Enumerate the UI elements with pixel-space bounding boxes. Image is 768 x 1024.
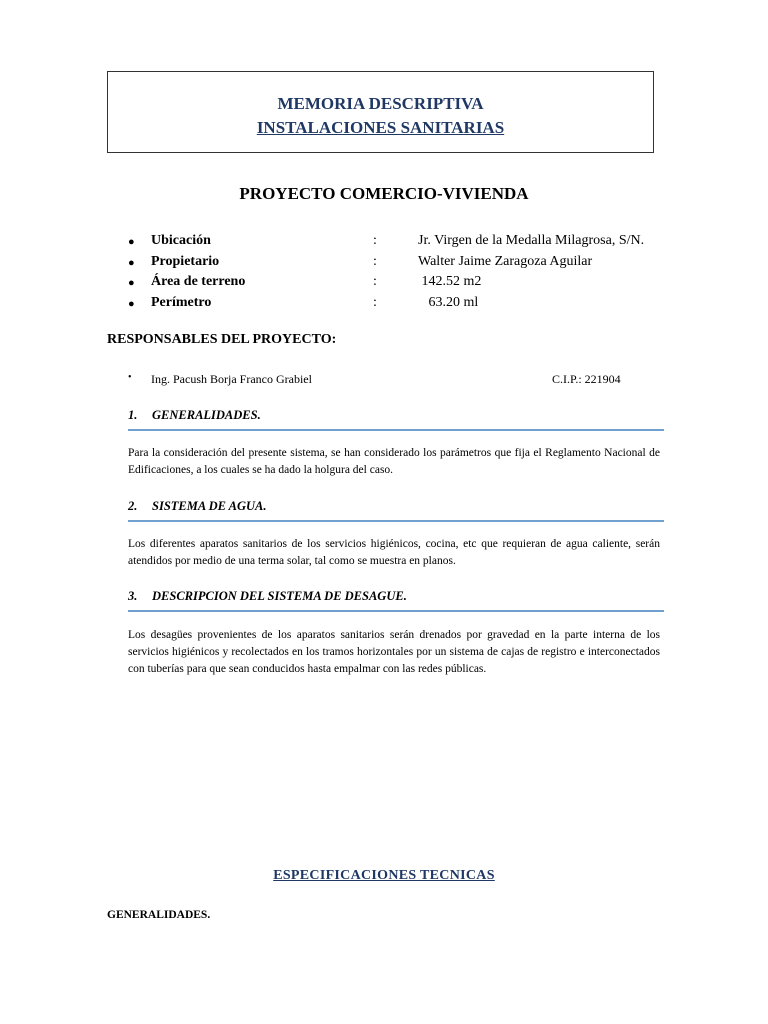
info-label: Área de terreno	[151, 274, 246, 289]
section-number: 1.	[128, 408, 138, 422]
section-title: SISTEMA DE AGUA.	[152, 499, 267, 513]
info-colon: :	[373, 274, 377, 289]
project-title: PROYECTO COMERCIO-VIVIENDA	[239, 184, 529, 203]
bullet-icon: ●	[128, 236, 135, 248]
info-item-ubicacion	[128, 232, 688, 253]
info-value: 63.20 ml	[418, 294, 479, 310]
bullet-icon: ●	[128, 277, 135, 289]
info-label: Propietario	[151, 253, 220, 269]
section-text-generalidades: Para la consideración del presente sistema, se han considerado los parámetros que fija el Reglamento Nacional de Edificaciones, a los cuales se ha dado la holgura del caso.	[128, 447, 660, 476]
info-item-propietario	[128, 253, 688, 274]
section-number: 3.	[128, 589, 138, 603]
spec-generalidades-heading: GENERALIDADES.	[107, 909, 211, 921]
bullet-icon: •	[128, 372, 132, 383]
bullet-icon: ●	[128, 256, 135, 269]
responsable-cip: C.I.P.: 221904	[552, 372, 621, 386]
info-value: 142.52 m2	[418, 274, 482, 289]
section-title: DESCRIPCION DEL SISTEMA DE DESAGUE.	[152, 589, 407, 603]
bullet-icon: ●	[128, 297, 135, 310]
section-text-sistema-agua: Los diferentes aparatos sanitarios de los servicios higiénicos, cocina, etc que requieran de agua caliente, serán atendidos por medio de una terma solar, tal como se muestra en planos.	[128, 538, 660, 567]
info-value: Jr. Virgen de la Medalla Milagrosa, S/N.	[418, 233, 645, 248]
section-heading-desague	[128, 589, 664, 612]
responsables-heading: RESPONSABLES DEL PROYECTO:	[107, 332, 337, 347]
info-colon: :	[373, 253, 377, 269]
section-heading-sistema-agua	[128, 499, 664, 522]
info-label: Perímetro	[151, 294, 212, 310]
title-line-2: INSTALACIONES SANITARIAS	[256, 118, 505, 137]
spec-title: ESPECIFICACIONES TECNICAS	[273, 868, 495, 883]
info-item-perimetro	[128, 294, 688, 315]
section-title: GENERALIDADES.	[152, 408, 261, 422]
responsable-item	[128, 372, 688, 388]
info-value: Walter Jaime Zaragoza Aguilar	[418, 253, 593, 269]
title-box	[107, 71, 654, 153]
info-label: Ubicación	[151, 233, 211, 248]
title-line-1: MEMORIA DESCRIPTIVA	[277, 94, 484, 113]
section-number: 2.	[128, 499, 138, 513]
project-info-list	[128, 232, 688, 314]
responsable-name: Ing. Pacush Borja Franco Grabiel	[151, 372, 312, 386]
info-colon: :	[373, 233, 377, 248]
section-heading-generalidades	[128, 408, 664, 431]
info-colon: :	[373, 294, 377, 310]
section-text-desague: Los desagües provenientes de los aparatos sanitarios serán drenados por gravedad en la parte interna de los servicios higiénicos y recolectados en los tramos horizontales por un sistema de cajas de registro e interconectados con tuberías para que sean conducidos hasta empalmar con las redes públicas.	[128, 629, 660, 675]
info-item-area	[128, 273, 688, 294]
